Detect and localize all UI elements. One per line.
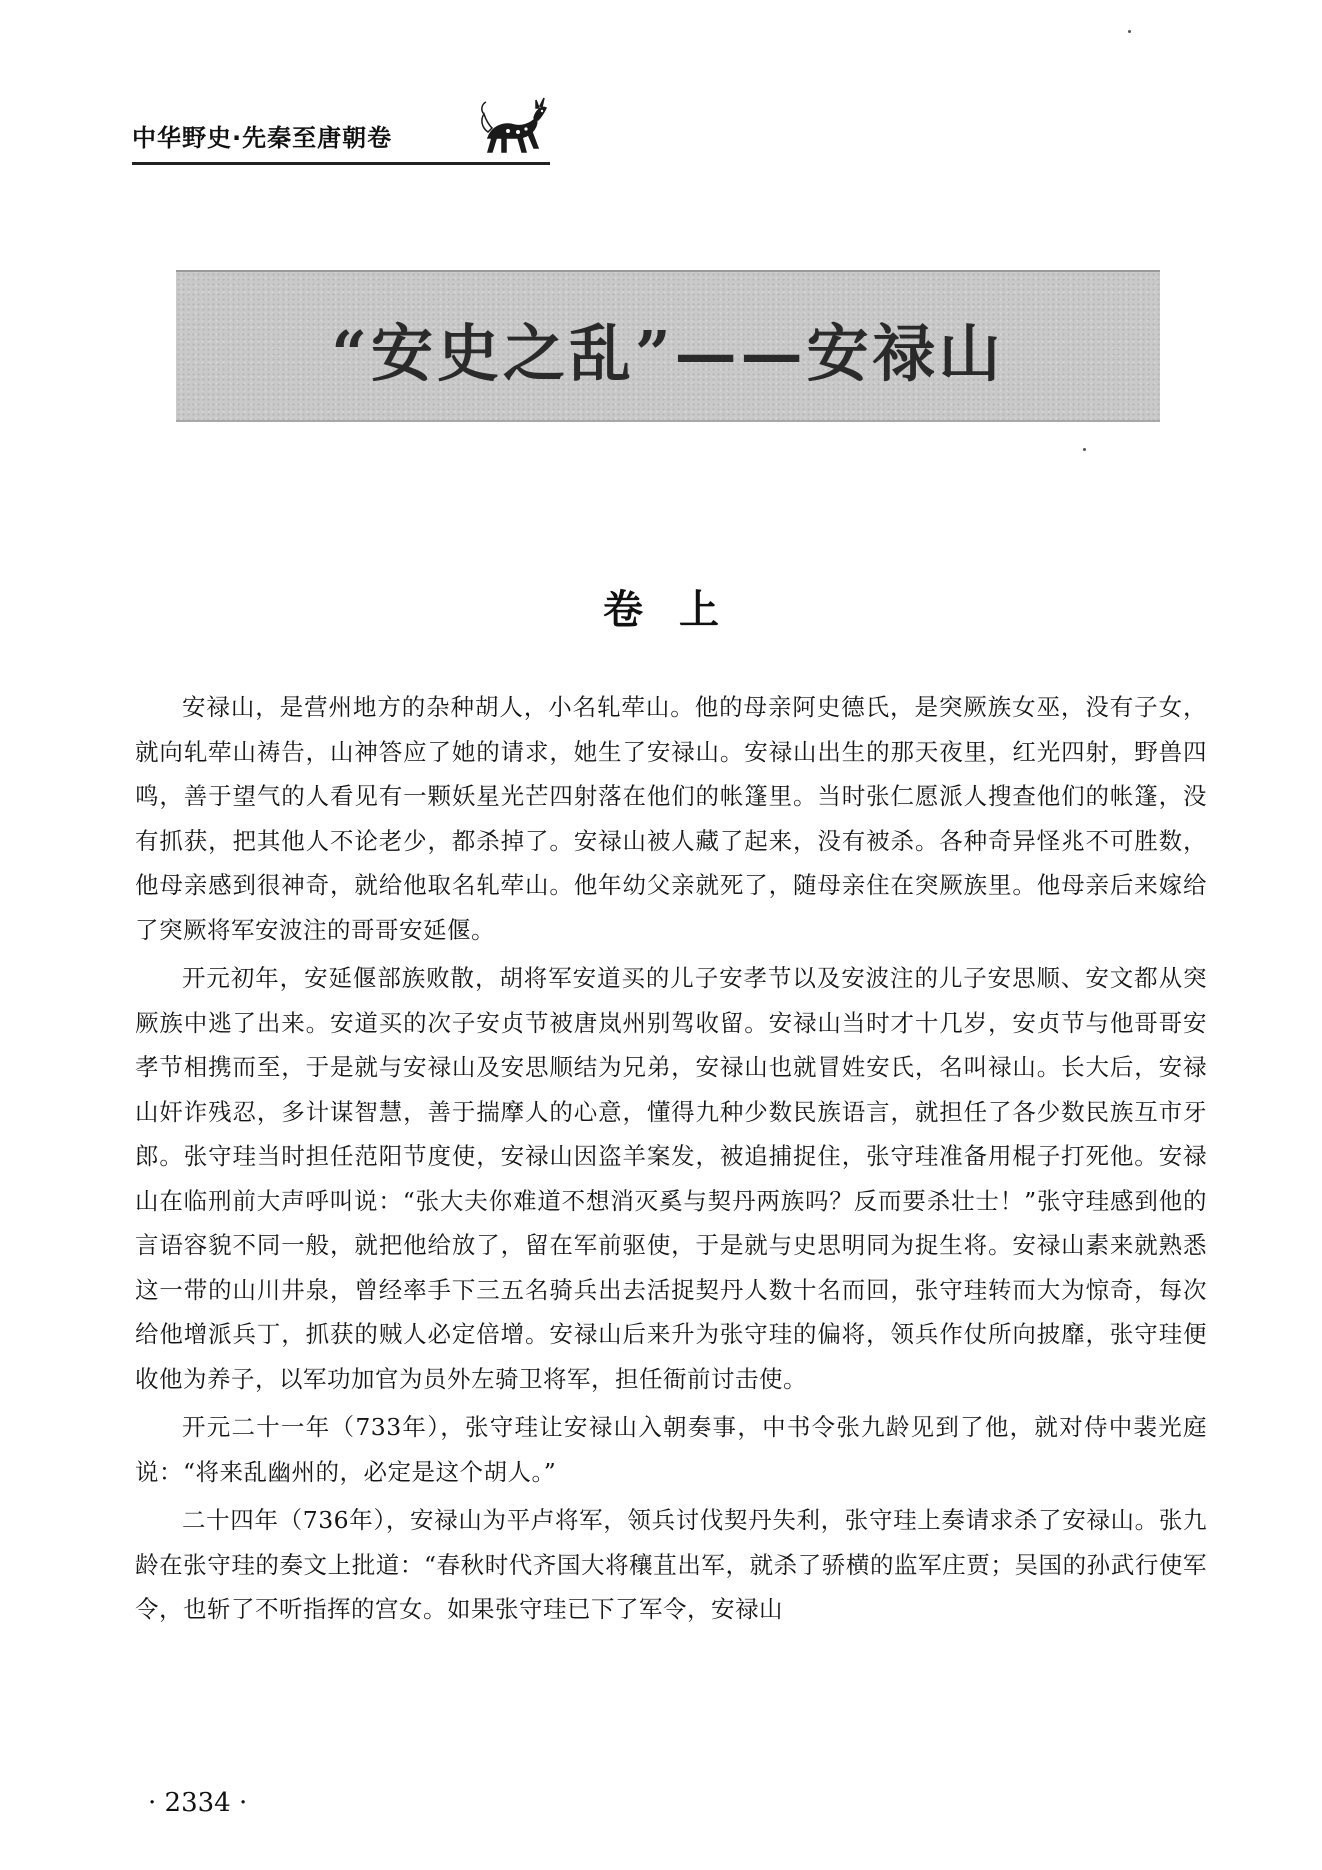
qilin-emblem-icon	[478, 92, 550, 160]
page-number: · 2334 ·	[148, 1788, 248, 1818]
paragraph: 开元初年，安延偃部族败散，胡将军安道买的儿子安孝节以及安波注的儿子安思顺、安文都从突厥族中逃了出来。安道买的次子安贞节被唐岚州别驾收留。安禄山当时才十几岁，安贞节与他哥哥安孝节相携而至，于是就与安禄山及安思顺结为兄弟，安禄山也就冒姓安氏，名叫禄山。长大后，安禄山奸诈残忍，多计谋智慧，善于揣摩人的心意，懂得九种少数民族语言，就担任了各少数民族互市牙郎。张守珪当时担任范阳节度使，安禄山因盗羊案发，被追捕捉住，张守珪准备用棍子打死他。安禄山在临刑前大声呼叫说：“张大夫你难道不想消灭奚与契丹两族吗？反而要杀壮士！”张守珪感到他的言语容貌不同一般，就把他给放了，留在军前驱使，于是就与史思明同为捉生将。安禄山素来就熟悉这一带的山川井泉，曾经率手下三五名骑兵出去活捉契丹人数十名而回，张守珪转而大为惊奇，每次给他增派兵丁，抓获的贼人必定倍增。安禄山后来升为张守珪的偏将，领兵作仗所向披靡，张守珪便收他为养子，以军功加官为员外左骑卫将军，担任衙前讨击使。	[135, 964, 1207, 1393]
paragraph: 安禄山，是营州地方的杂种胡人，小名轧荦山。他的母亲阿史德氏，是突厥族女巫，没有子女，就向轧荦山祷告，山神答应了她的请求，她生了安禄山。安禄山出生的那天夜里，红光四射，野兽四鸣，善于望气的人看见有一颗妖星光芒四射落在他们的帐篷里。当时张仁愿派人搜查他们的帐篷，没有抓获，把其他人不论老少，都杀掉了。安禄山被人藏了起来，没有被杀。各种奇异怪兆不可胜数，他母亲感到很神奇，就给他取名轧荦山。他年幼父亲就死了，随母亲住在突厥族里。他母亲后来嫁给了突厥将军安波注的哥哥安延偃。	[135, 693, 1207, 944]
section-heading: 卷上	[603, 587, 755, 633]
chapter-title-banner	[176, 270, 1160, 422]
scan-speck	[1083, 448, 1086, 451]
chapter-title: “安史之乱”——安禄山	[331, 317, 1005, 390]
body-text	[135, 685, 1207, 1636]
scan-speck	[1128, 30, 1131, 33]
running-title: 中华野史·先秦至唐朝卷	[132, 124, 393, 152]
paragraph: 二十四年（736年），安禄山为平卢将军，领兵讨伐契丹失利，张守珪上奏请求杀了安禄山。张九龄在张守珪的奏文上批道：“春秋时代齐国大将穰苴出军，就杀了骄横的监军庄贾；吴国的孙武行使军令，也斩了不听指挥的宫女。如果张守珪已下了军令，安禄山	[135, 1506, 1207, 1623]
paragraph: 开元二十一年（733年），张守珪让安禄山入朝奏事，中书令张九龄见到了他，就对侍中裴光庭说：“将来乱幽州的，必定是这个胡人。”	[135, 1413, 1207, 1486]
header-rule	[132, 162, 550, 165]
